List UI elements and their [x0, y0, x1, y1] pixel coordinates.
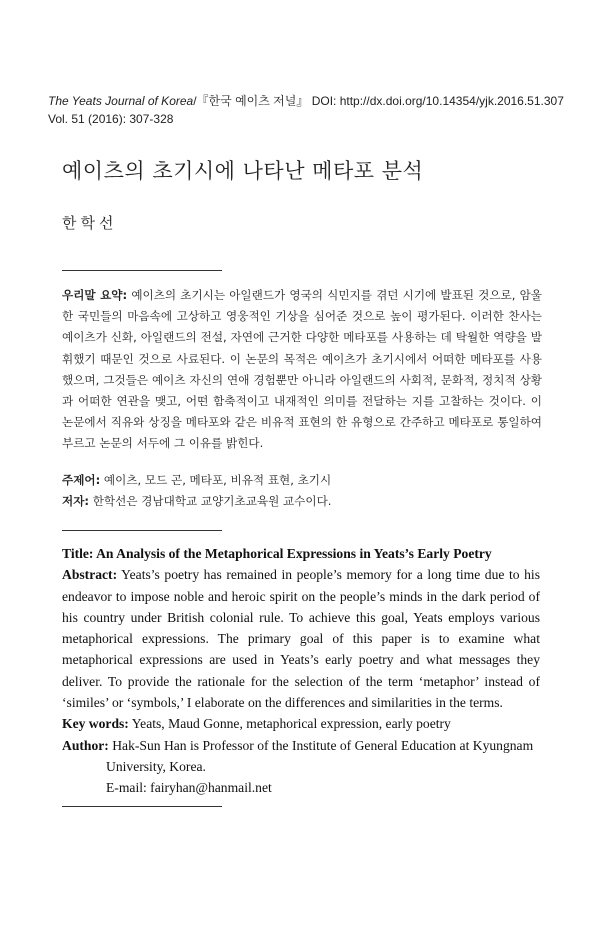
korean-abstract-text: 예이츠의 초기시는 아일랜드가 영국의 식민지를 겪던 시기에 발표된 것으로, 암울한 국민들의 마음속에 고상하고 영웅적인 기상을 심어준 것으로 높이 평가된다. 이러한 찬사는 예이츠가 신화, 아일랜드의 전설, 자연에 근거한 다양한 메타포를 사용하는 데 탁월한 역량을 발휘했기 때문인 것으로 사료된다. 이 논문의 목적은 예이츠가 초기시에서 어떠한 메타포를 사용했으며, 그것들은 예이츠 자신의 연애 경험뿐만 아니라 아일랜드의 사회적, 문화적, 정치적 상황과 어떠한 연관을 맺고, 어떤 함축적이고 내재적인 의미를 전달하는 지를 고찰하는 것이다. 이 논문에서 직유와 상징을 메타포와 같은 비유적 표현의 한 유형으로 간주하고 메타포로 통일하여 부르고 논문의 서두에 그 이유를 밝힌다.: [62, 288, 542, 451]
english-abstract: [62, 564, 540, 713]
paper-title: 예이츠의 초기시에 나타난 메타포 분석: [62, 159, 424, 183]
korean-meta: [62, 470, 542, 512]
korean-author-label: 저자:: [62, 494, 90, 508]
journal-name-korean: /『한국 예이츠 저널』: [193, 94, 309, 108]
korean-abstract: [62, 285, 542, 455]
english-abstract-label: Abstract:: [62, 567, 118, 583]
english-title: Title: An Analysis of the Metaphorical Expressions in Yeats’s Early Poetry: [62, 546, 492, 561]
volume-info: Vol. 51 (2016): 307-328: [48, 112, 174, 126]
korean-keywords-text: 예이츠, 모드 곤, 메타포, 비유적 표현, 초기시: [100, 473, 332, 487]
english-keywords: [62, 713, 540, 734]
journal-name: The Yeats Journal of Korea: [48, 94, 194, 108]
korean-abstract-label: 우리말 요약:: [62, 288, 128, 302]
english-abstract-text: Yeats’s poetry has remained in people’s memory for a long time due to his endeavor to impose noble and heroic spirit on the people’s minds in the dark period of his country under British colonial rule. To achieve this goal, Yeats employs various metaphorical expressions. The primary goal of this paper is to examine what metaphorical expressions are used in Yeats’s early poetry and what messages they deliver. To provide the rationale for the selection of the term ‘metaphor’ instead of ‘similes’ or ‘symbols,’ I elaborate on the differences and similarities in the terms.: [62, 567, 540, 711]
korean-author-text: 한학선은 경남대학교 교양기초교육원 교수이다.: [89, 494, 332, 508]
english-abstract-block: [62, 543, 540, 799]
divider-bottom: [62, 806, 222, 807]
english-keywords-text: Yeats, Maud Gonne, metaphorical expression, early poetry: [128, 716, 451, 732]
korean-keywords-label: 주제어:: [62, 473, 101, 487]
korean-author: [62, 491, 542, 512]
korean-keywords: [62, 470, 542, 491]
divider-middle: [62, 530, 222, 531]
english-author: [62, 735, 540, 778]
author-email[interactable]: E-mail: fairyhan@hanmail.net: [106, 780, 272, 796]
english-author-text: Hak-Sun Han is Professor of the Institute of General Education at Kyungnam University, Korea.: [106, 737, 534, 774]
english-author-label: Author:: [62, 737, 109, 753]
journal-header: [48, 92, 568, 128]
journal-citation-line: [48, 92, 568, 110]
author-name: 한학선: [62, 214, 118, 232]
english-keywords-label: Key words:: [62, 716, 129, 732]
divider-top: [62, 270, 222, 271]
doi-link[interactable]: DOI: http://dx.doi.org/10.14354/yjk.2016.51.307: [308, 94, 564, 108]
